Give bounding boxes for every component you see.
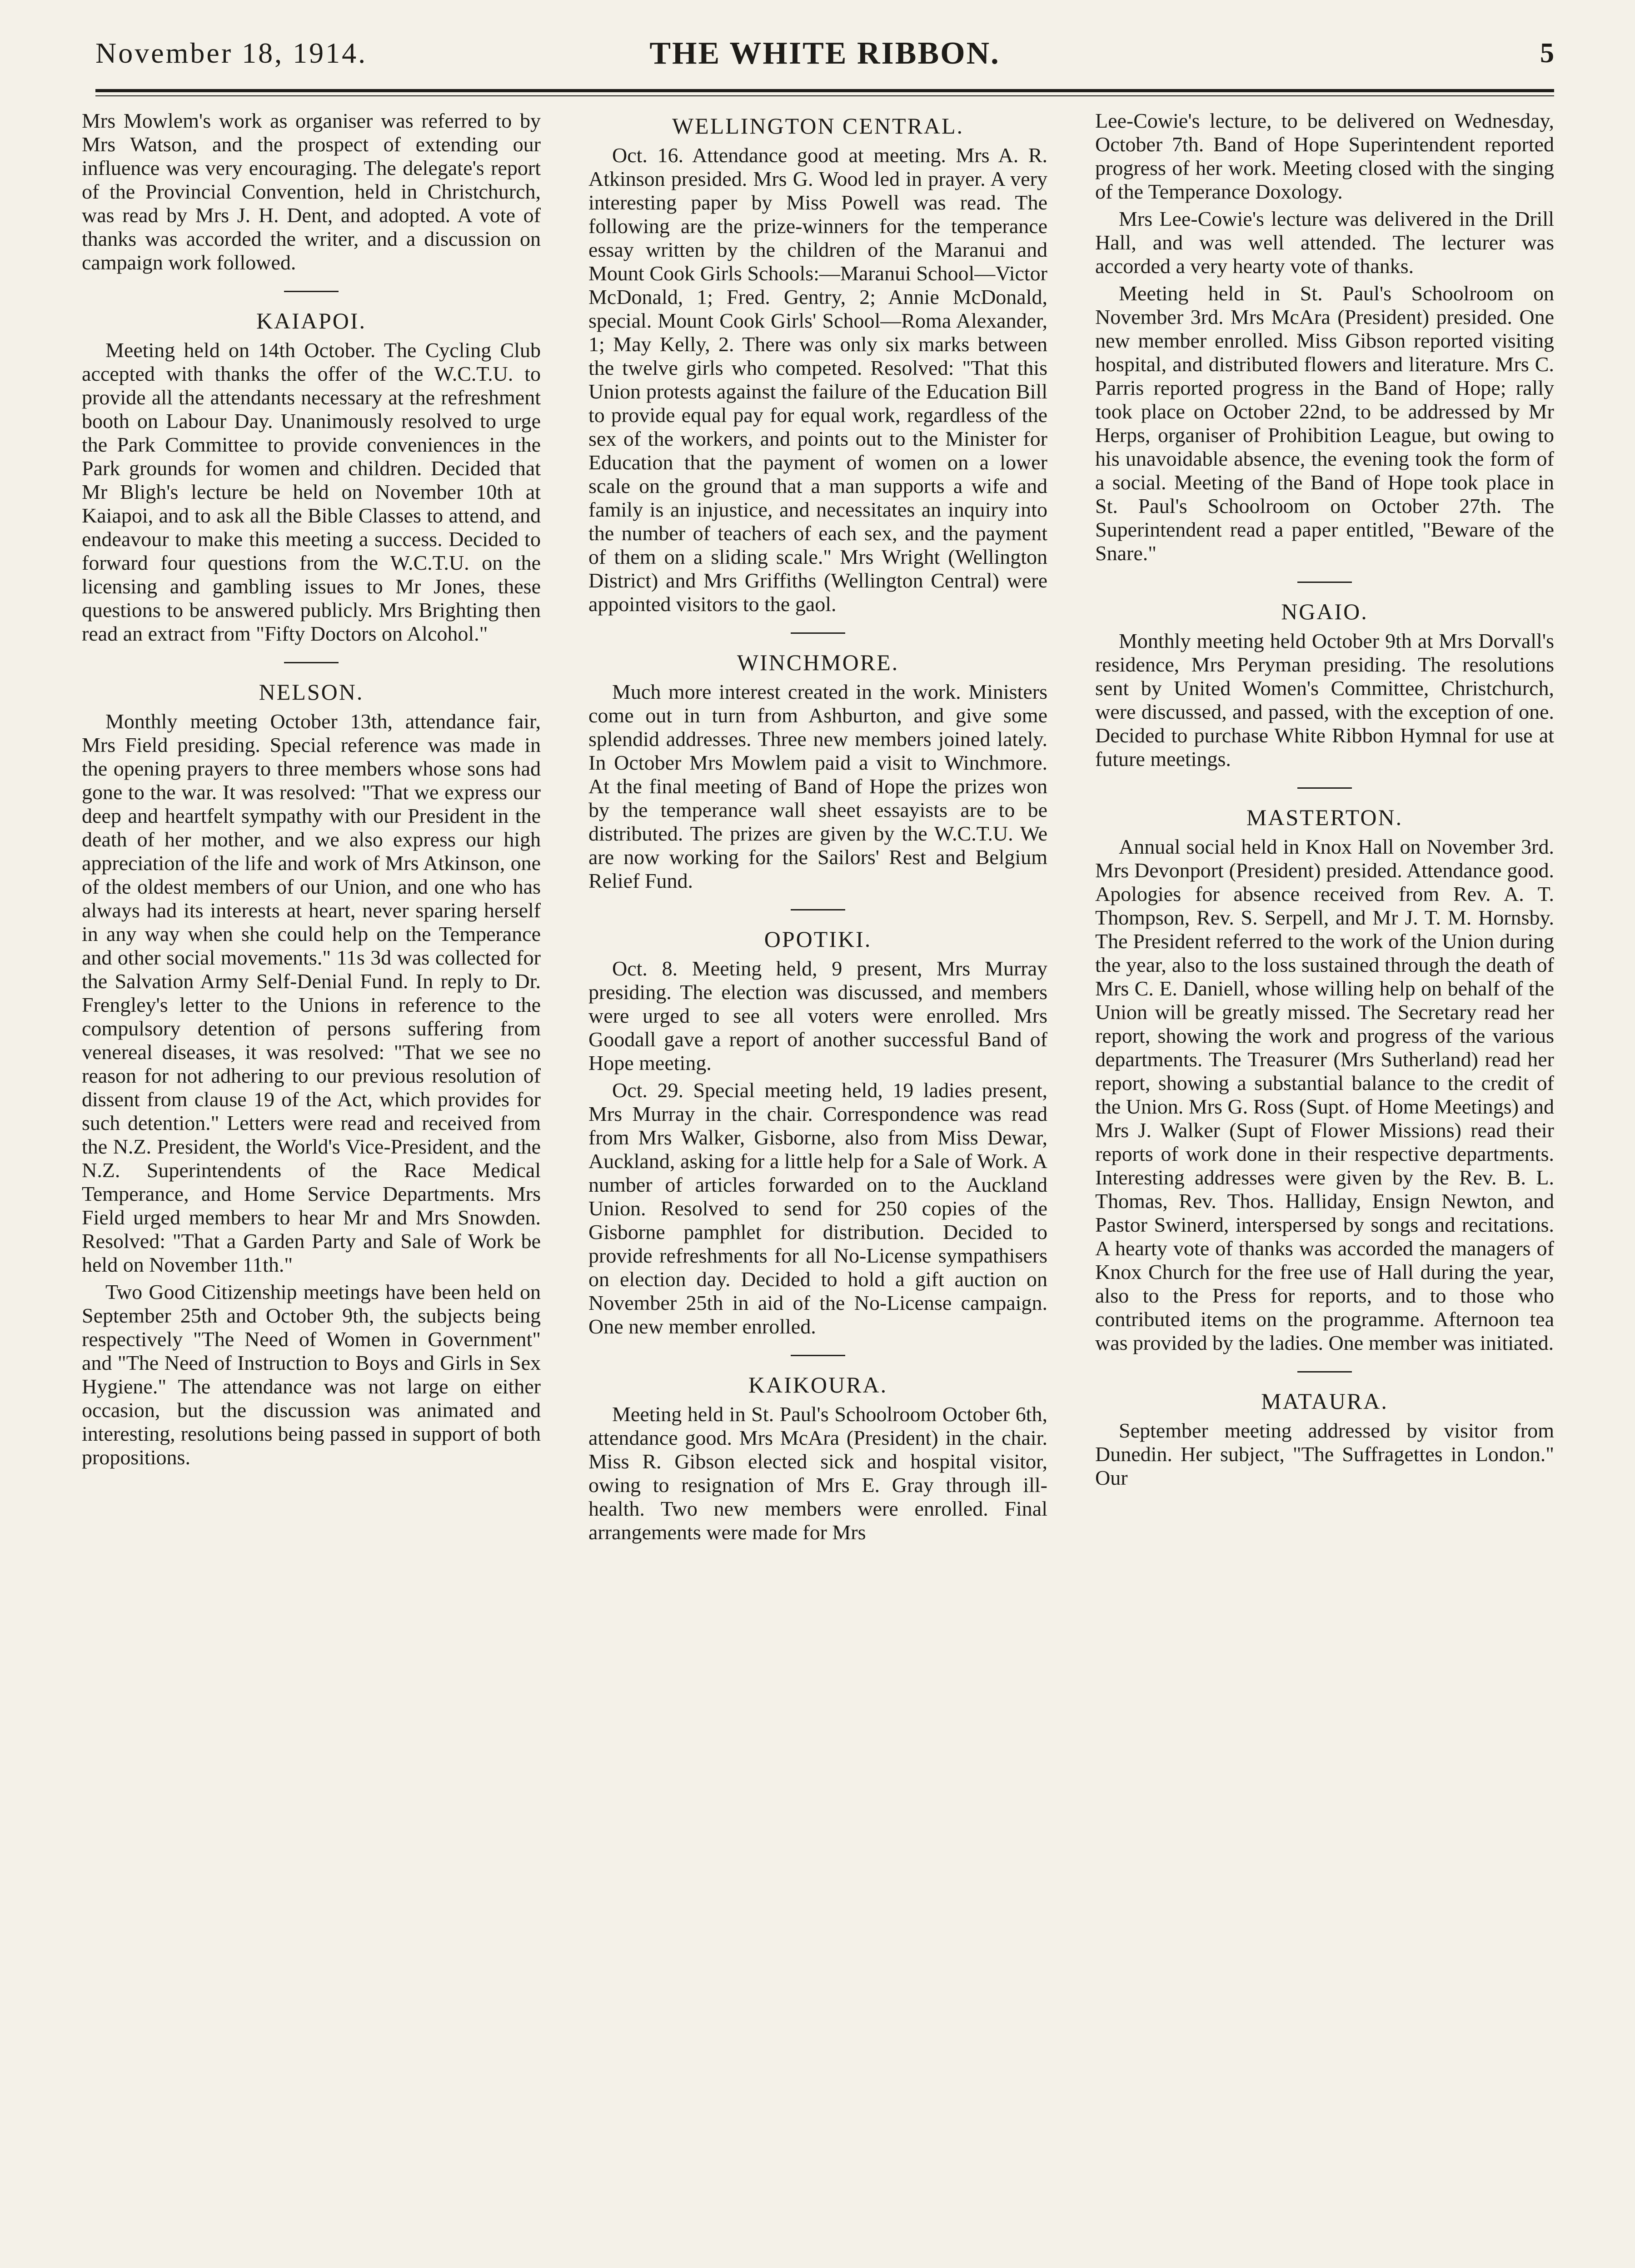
header-rule-thin [95, 95, 1554, 96]
report-paragraph: Lee-Cowie's lecture, to be delivered on Wednesday, October 7th. Band of Hope Superintendent reported progress of her work. Meeting closed with the singing of the Temperance Doxology. [1095, 109, 1554, 203]
column-3 [1095, 109, 1554, 1493]
report-paragraph: Mrs Lee-Cowie's lecture was delivered in the Drill Hall, and was well attended. The lecturer was accorded a very hearty vote of thanks. [1095, 207, 1554, 278]
section-opotiki [588, 926, 1047, 1338]
report-paragraph: Much more interest created in the work. Ministers come out in turn from Ashburton, and give some splendid addresses. Three new members joined lately. In October Mrs Mowlem paid a visit to Winchmore. At the final meeting of Band of Hope the prizes won by the temperance wall sheet essayists are to be distributed. The prizes are given by the W.C.T.U. We are now working for the Sailors' Rest and Belgium Relief Fund. [588, 680, 1047, 892]
section-divider [1297, 787, 1352, 789]
section-kaiapoi [82, 308, 541, 646]
section-heading: KAIKOURA. [748, 1372, 888, 1398]
report-paragraph: Meeting held in St. Paul's Schoolroom on November 3rd. Mrs McAra (President) presided. One new member enrolled. Miss Gibson reported visiting hospital, and distributed flowers and literature. Mrs C. Parris reported progress in the Band of Hope; rally took place on October 22nd, to be addressed by Mr Herps, organiser of Prohibition League, but owing to his unavoidable absence, the evening took the form of a social. Meeting of the Band of Hope took place in St. Paul's Schoolroom on October 27th. The Superintendent read a paper entitled, "Beware of the Snare." [1095, 282, 1554, 565]
header-rule-thick [95, 89, 1554, 92]
section-divider [791, 632, 845, 634]
issue-date: November 18, 1914. [95, 37, 368, 69]
report-paragraph: Oct. 29. Special meeting held, 19 ladies present, Mrs Murray in the chair. Correspondence was read from Mrs Walker, Gisborne, also from Miss Dewar, Auckland, asking for a little help for a Sale of Work. A number of articles forwarded on to the Auckland Union. Resolved to send for 250 copies of the Gisborne pamphlet for distribution. Decided to provide refreshments for all No-License sympathisers on election day. Decided to hold a gift auction on November 25th in aid of the No-License campaign. One new member enrolled. [588, 1079, 1047, 1338]
section-heading: OPOTIKI. [764, 926, 872, 952]
section-heading: WINCHMORE. [737, 650, 899, 675]
column-2 [588, 109, 1047, 1548]
report-paragraph: Monthly meeting held October 9th at Mrs Dorvall's residence, Mrs Peryman presiding. The resolutions sent by United Women's Committee, Christchurch, were discussed, and passed, with the exception of one. Decided to purchase White Ribbon Hymnal for use at future meetings. [1095, 629, 1554, 771]
section-mataura [1095, 1388, 1554, 1490]
page-number: 5 [1540, 38, 1554, 69]
report-paragraph: Annual social held in Knox Hall on November 3rd. Mrs Devonport (President) presided. Attendance good. Apologies for absence received from Rev. A. T. Thompson, Rev. S. Serpell, and Mr J. T. M. Hornsby. The President referred to the work of the Union during the year, also to the loss sustained through the death of Mrs C. E. Daniell, whose willing help on behalf of the Union will be greatly missed. The Secretary read her report, showing the work and progress of the various departments. The Treasurer (Mrs Sutherland) read her report, showing a substantial balance to the credit of the Union. Mrs G. Ross (Supt. of Home Meetings) and Mrs J. Walker (Supt of Flower Missions) read their reports of work done in their respective departments. Interesting addresses were given by the Rev. B. L. Thomas, Rev. Thos. Halliday, Ensign Newton, and Pastor Swinerd, interspersed by songs and recitations. A hearty vote of thanks was accorded the managers of Knox Church for the free use of Hall during the year, also to the Press for reports, and to those who contributed items on the programme. Afternoon tea was provided by the ladies. One member was initiated. [1095, 835, 1554, 1354]
kaikoura-continued-section [1095, 109, 1554, 565]
section-kaikoura [588, 1372, 1047, 1544]
report-paragraph: Oct. 16. Attendance good at meeting. Mrs A. R. Atkinson presided. Mrs G. Wood led in prayer. A very interesting paper by Miss Powell was read. The following are the prize-winners for the temperance essay written by the children of the Maranui and Mount Cook Girls Schools:—Maranui School—Victor McDonald, 1; Fred. Gentry, 2; Annie McDonald, special. Mount Cook Girls' School—Roma Alexander, 1; May Kelly, 2. There was only six marks between the twelve girls who competed. Resolved: "That this Union protests against the failure of the Education Bill to provide equal pay for equal work, regardless of the sex of the workers, and points out to the Minister for Education that the payment of women on a lower scale on the ground that a man supports a wife and family is an injustice, and necessitates an inquiry into the number of teachers of each sex, and the payment of them on a sliding scale." Mrs Wright (Wellington District) and Mrs Griffiths (Wellington Central) were appointed visitors to the gaol. [588, 144, 1047, 616]
section-heading: NELSON. [259, 679, 364, 705]
section-divider [284, 662, 339, 663]
column-1 [82, 109, 541, 1473]
report-paragraph: Mrs Mowlem's work as organiser was referred to by Mrs Watson, and the prospect of extending our influence was very encouraging. The delegate's report of the Provincial Convention, held in Christchurch, was read by Mrs J. H. Dent, and adopted. A vote of thanks was accorded the writer, and a discussion on campaign work followed. [82, 109, 541, 274]
report-paragraph: Oct. 8. Meeting held, 9 present, Mrs Murray presiding. The election was discussed, and members were urged to see all voters were enrolled. Mrs Goodall gave a report of another successful Band of Hope meeting. [588, 957, 1047, 1074]
section-heading: MATAURA. [1261, 1388, 1388, 1414]
section-heading: KAIAPOI. [256, 308, 367, 333]
report-paragraph: September meeting addressed by visitor from Dunedin. Her subject, "The Suffragettes in London." Our [1095, 1419, 1554, 1489]
newspaper-title: THE WHITE RIBBON. [649, 36, 1000, 71]
section-divider [791, 909, 845, 910]
page-header [95, 31, 1554, 81]
report-paragraph: Two Good Citizenship meetings have been held on September 25th and October 9th, the subjects being respectively "The Need of Women in Government" and "The Need of Instruction to Boys and Girls in Sex Hygiene." The attendance was not large on either occasion, but the discussion was animated and interesting, resolutions being passed in support of both propositions. [82, 1280, 541, 1469]
section-wellington-central [588, 113, 1047, 616]
section-divider [1297, 1371, 1352, 1373]
section-nelson [82, 679, 541, 1469]
section-heading: MASTERTON. [1246, 805, 1403, 830]
report-paragraph: Meeting held in St. Paul's Schoolroom October 6th, attendance good. Mrs McAra (President) in the chair. Miss R. Gibson elected sick and hospital visitor, owing to resignation of Mrs E. Gray through ill-health. Two new members were enrolled. Final arrangements were made for Mrs [588, 1403, 1047, 1544]
section-divider [284, 291, 339, 292]
report-continued-section [82, 109, 541, 274]
report-paragraph: Monthly meeting October 13th, attendance fair, Mrs Field presiding. Special reference was made in the opening prayers to three members whose sons had gone to the war. It was resolved: "That we express our deep and heartfelt sympathy with our President in the death of her mother, and we also express our high appreciation of the life and work of Mrs Atkinson, one of the oldest members of our Union, and one who has always had its interests at heart, never sparing herself in any way when she could help on the Temperance and other social movements." 11s 3d was collected for the Salvation Army Self-Denial Fund. In reply to Dr. Frengley's letter to the Unions in reference to the compulsory detention of persons suffering from venereal diseases, it was resolved: "That we see no reason for not adhering to our previous resolution of dissent from clause 19 of the Act, which provides for such detention." Letters were read and received from the N.Z. President, the World's Vice-President, and the N.Z. Superintendents of the Race Medical Temperance, and Home Service Departments. Mrs Field urged members to hear Mr and Mrs Snowden. Resolved: "That a Garden Party and Sale of Work be held on November 11th." [82, 710, 541, 1276]
section-ngaio [1095, 598, 1554, 771]
section-divider [1297, 582, 1352, 583]
section-winchmore [588, 649, 1047, 893]
section-heading: NGAIO. [1281, 599, 1368, 624]
section-heading: WELLINGTON CENTRAL. [672, 113, 964, 139]
section-divider [791, 1355, 845, 1356]
section-masterton [1095, 804, 1554, 1355]
report-paragraph: Meeting held on 14th October. The Cycling Club accepted with thanks the offer of the W.C.T.U. to provide all the attendants necessary at the refreshment booth on Labour Day. Unanimously resolved to urge the Park Committee to provide conveniences in the Park grounds for women and children. Decided that Mr Bligh's lecture be held on November 10th at Kaiapoi, and to ask all the Bible Classes to attend, and endeavour to make this meeting a success. Decided to forward four questions from the W.C.T.U. on the licensing and gambling issues to Mr Jones, these questions to be answered publicly. Mrs Brighting then read an extract from "Fifty Doctors on Alcohol." [82, 338, 541, 645]
